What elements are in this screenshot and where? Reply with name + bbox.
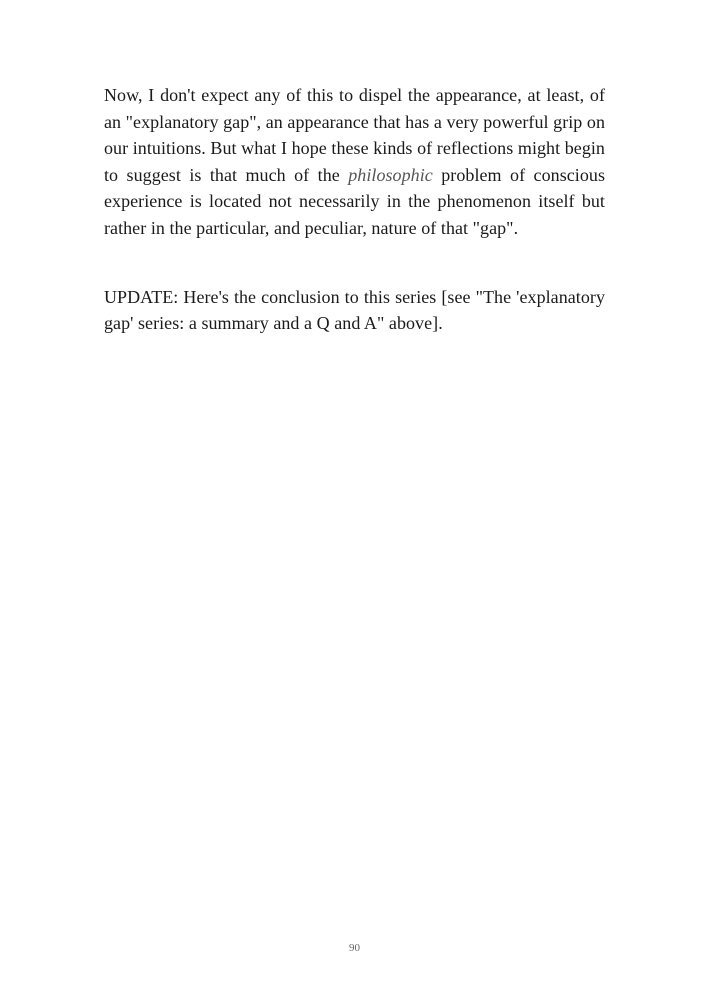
document-body <box>104 82 605 337</box>
update-text: UPDATE: Here's the conclusion to this series [see "The 'explanatory gap' series: a summary and a Q and A" above]. <box>104 286 605 334</box>
page-number: 90 <box>349 942 360 954</box>
paragraph-1-text-end: problem of conscious experience is located not necessarily in the phenomenon itself but rather in the particular, and peculiar, nature of that "gap". <box>104 164 605 238</box>
paragraph-1-text-start: Now, I don't expect any of this to dispel the appearance, at least, of an "explanatory gap", an appearance that has a very powerful grip on our intuitions. But what I hope these kinds of reflections might begin to suggest is that much of the <box>104 85 605 185</box>
paragraph-update <box>104 284 605 337</box>
emphasized-word-philosophic: philosophic <box>348 164 433 185</box>
paragraph-explanatory-gap <box>104 82 605 242</box>
